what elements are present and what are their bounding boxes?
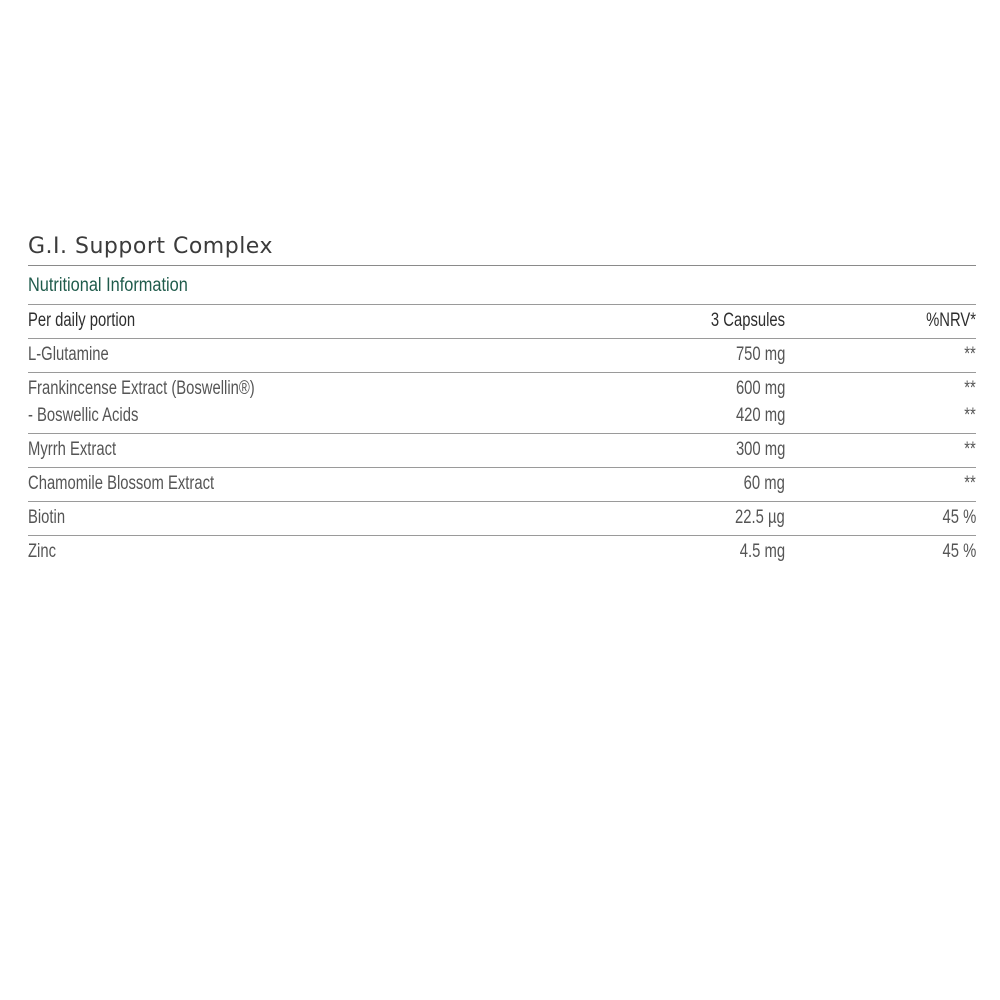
header-nrv: %NRV* (926, 310, 976, 331)
table-row (28, 341, 976, 368)
ingredient-amount: 22.5 µg (735, 507, 785, 528)
section-heading-text: Nutritional Information (28, 275, 188, 296)
table-group (28, 373, 976, 434)
table-row (28, 504, 976, 531)
ingredient-amount: 600 mg (735, 378, 785, 399)
table-group (28, 468, 976, 502)
table-group (28, 536, 976, 569)
ingredient-name: Myrrh Extract (28, 439, 117, 460)
ingredient-name: Biotin (28, 507, 66, 528)
table-row (28, 470, 976, 497)
ingredient-name: Frankincense Extract (Boswellin®) (28, 378, 255, 399)
ingredient-name: Zinc (28, 541, 57, 562)
ingredient-amount: 60 mg (743, 473, 785, 494)
table-group (28, 502, 976, 536)
table-group (28, 339, 976, 373)
ingredient-name: - Boswellic Acids (28, 405, 139, 426)
product-title: G.I. Support Complex (28, 228, 976, 266)
table-row (28, 538, 976, 565)
ingredient-nrv: ** (964, 405, 976, 426)
ingredient-nrv: 45 % (942, 507, 976, 528)
ingredient-nrv: ** (964, 439, 976, 460)
table-row (28, 402, 976, 429)
ingredient-amount: 750 mg (735, 344, 785, 365)
table-group (28, 434, 976, 468)
table-row (28, 375, 976, 402)
ingredient-amount: 300 mg (735, 439, 785, 460)
ingredient-nrv: ** (964, 473, 976, 494)
ingredient-amount: 4.5 mg (739, 541, 785, 562)
table-header (28, 305, 976, 339)
ingredient-amount: 420 mg (735, 405, 785, 426)
nutrition-panel (28, 228, 976, 569)
table-row (28, 436, 976, 463)
ingredient-name: Chamomile Blossom Extract (28, 473, 215, 494)
section-heading (28, 266, 976, 305)
table-header-row (28, 307, 976, 334)
header-name: Per daily portion (28, 310, 136, 331)
header-amount: 3 Capsules (710, 310, 785, 331)
ingredient-name: L-Glutamine (28, 344, 109, 365)
ingredient-nrv: ** (964, 378, 976, 399)
ingredient-nrv: ** (964, 344, 976, 365)
ingredient-nrv: 45 % (942, 541, 976, 562)
